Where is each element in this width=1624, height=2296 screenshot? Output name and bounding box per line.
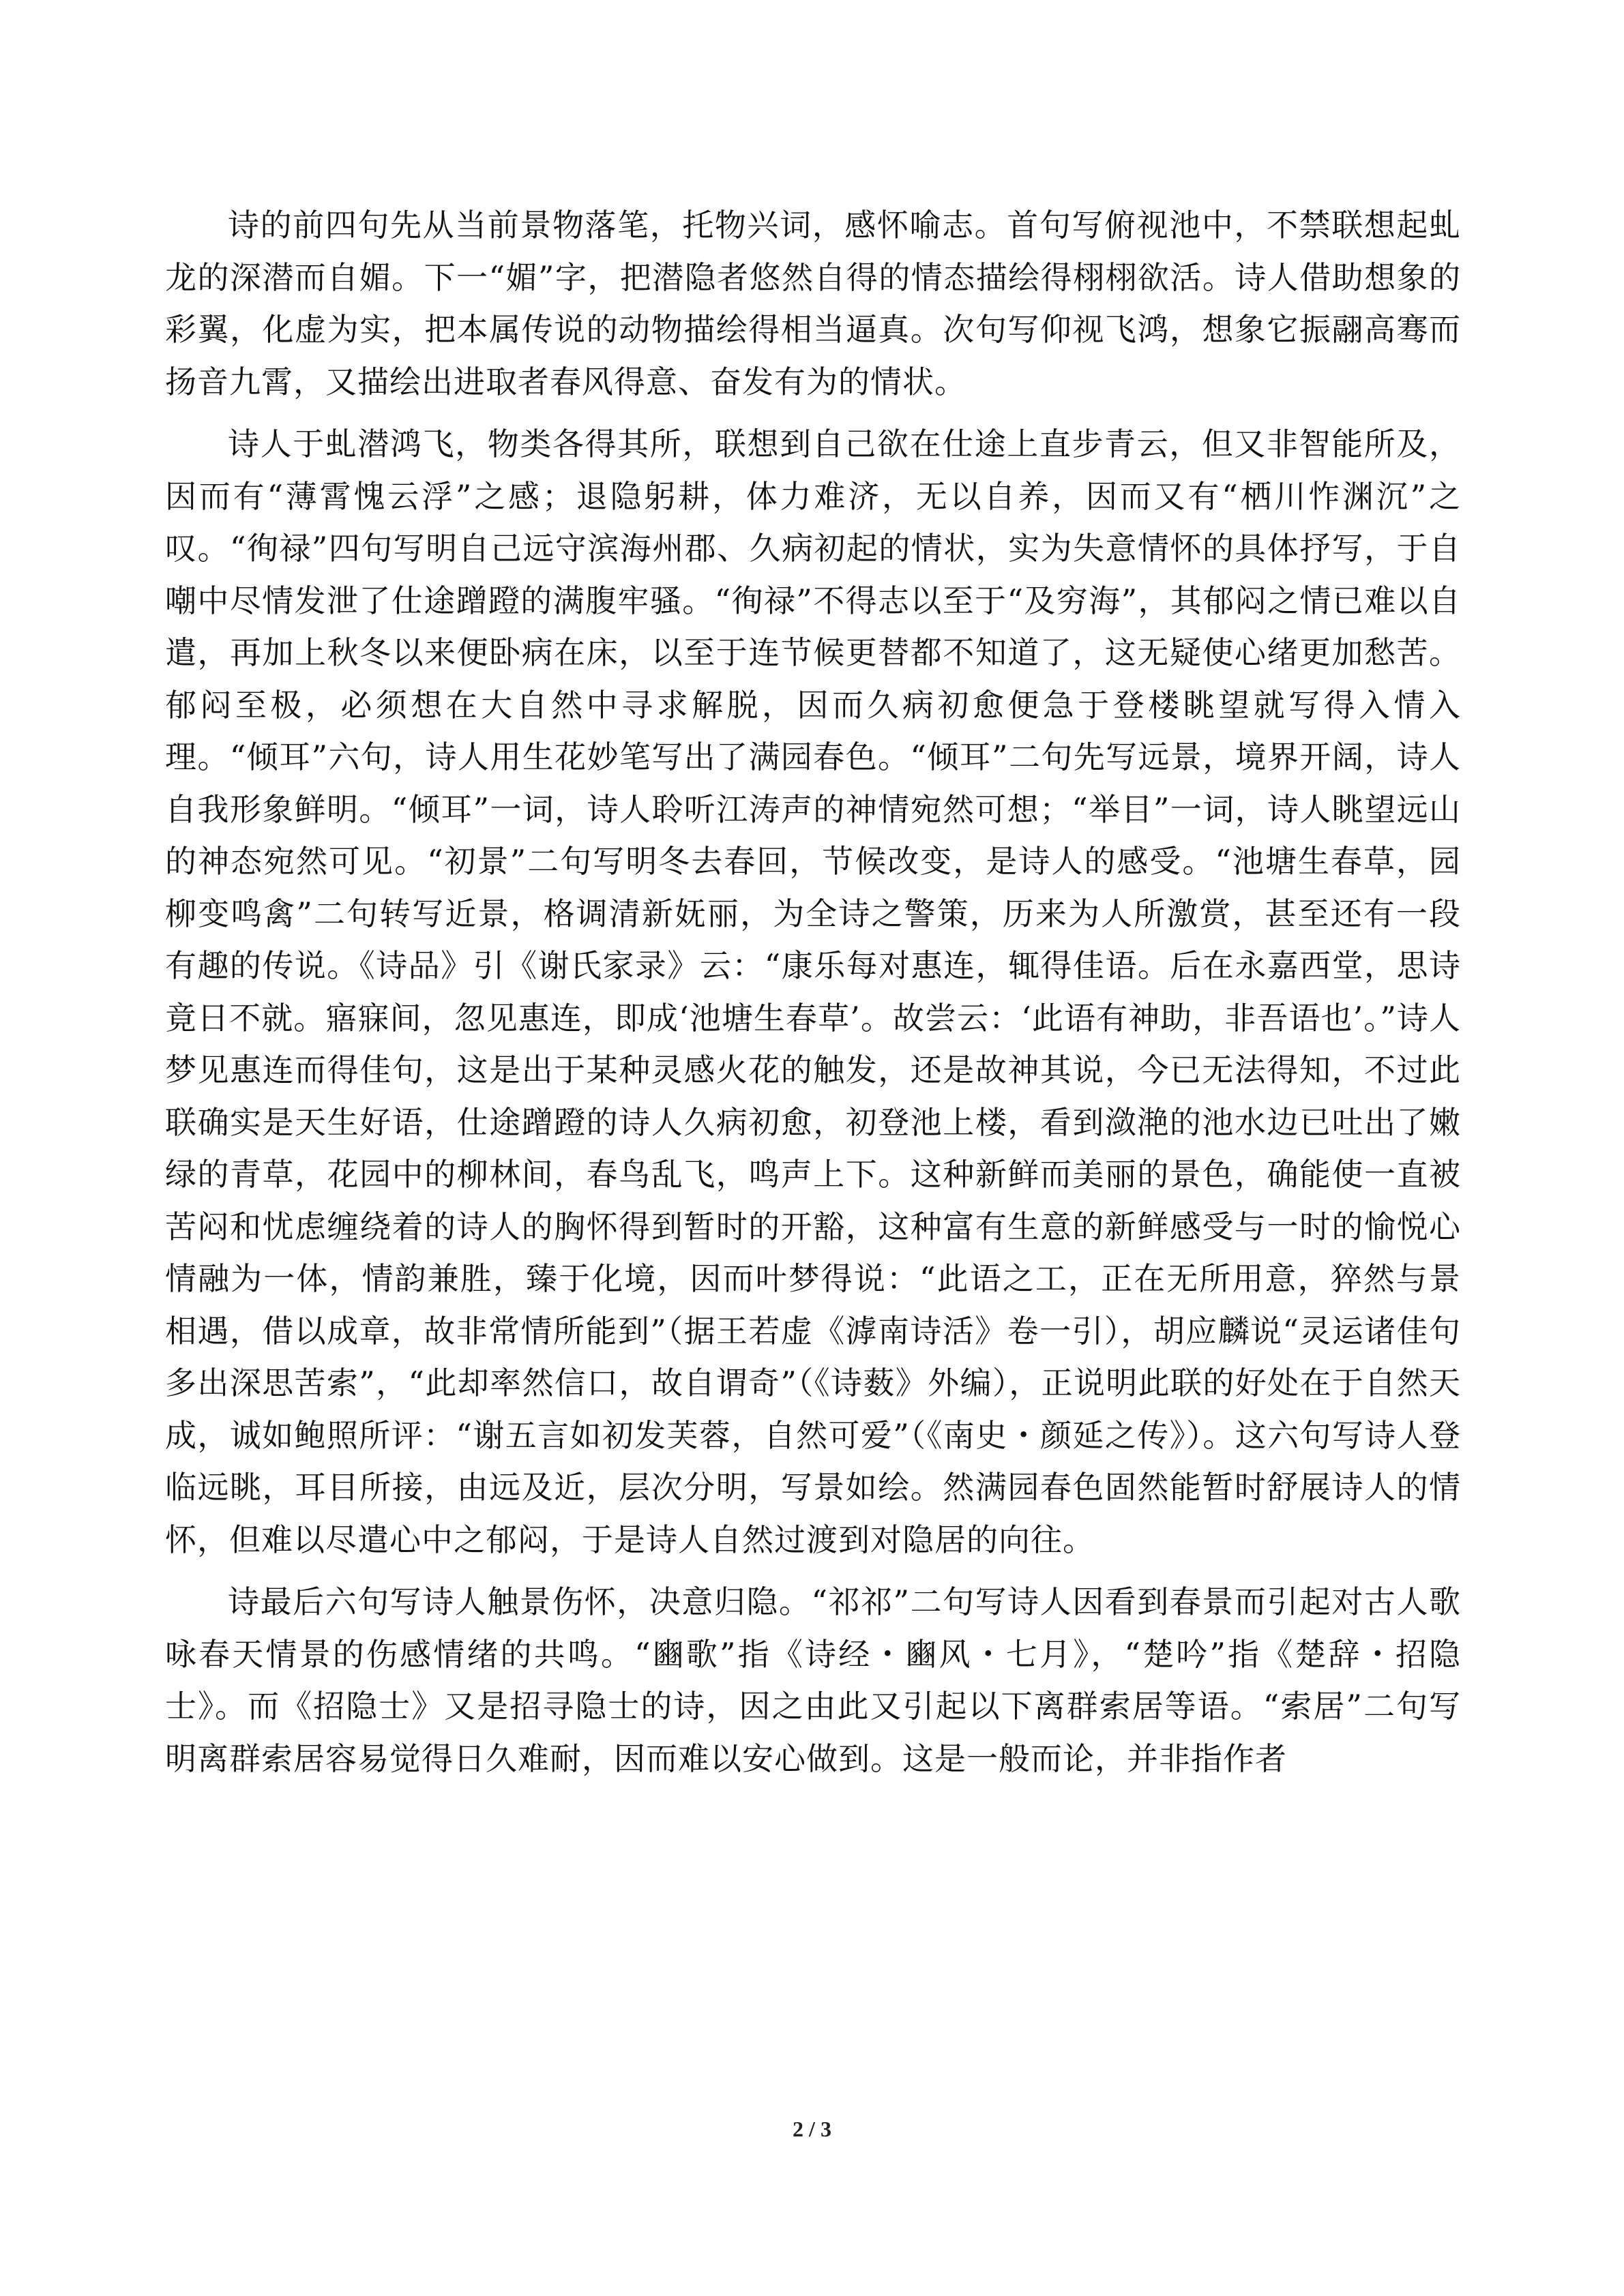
page-number: 2 / 3 bbox=[793, 2117, 831, 2141]
paragraph-1: 诗的前四句先从当前景物落笔，托物兴词，感怀喻志。首句写俯视池中，不禁联想起虬龙的深潜而自媚。下一“媚”字，把潜隐者悠然自得的情态描绘得栩栩欲活。诗人借助想象的彩翼，化虚为实，把本属传说的动物描绘得相当逼真。次句写仰视飞鸿，想象它振翮高骞而扬音九霄，又描绘出进取者春风得意、奋发有为的情状。 bbox=[165, 207, 1461, 400]
paragraph-2: 诗人于虬潜鸿飞，物类各得其所，联想到自己欲在仕途上直步青云，但又非智能所及，因而有“薄霄愧云浮”之感；退隐躬耕，体力难济，无以自养，因而又有“栖川怍渊沉”之叹。“徇禄”四句写明自己远守滨海州郡、久病初起的情状，实为失意情怀的具体抒写，于自嘲中尽情发泄了仕途蹭蹬的满腹牢骚。“徇禄”不得志以至于“及穷海”，其郁闷之情已难以自遣，再加上秋冬以来便卧病在床，以至于连节候更替都不知道了，这无疑使心绪更加愁苦。郁闷至极，必须想在大自然中寻求解脱，因而久病初愈便急于登楼眺望就写得入情入理。“倾耳”六句，诗人用生花妙笔写出了满园春色。“倾耳”二句先写远景，境界开阔，诗人自我形象鲜明。“倾耳”一词，诗人聆听江涛声的神情宛然可想；“举目”一词，诗人眺望远山的神态宛然可见。“初景”二句写明冬去春回，节候改变，是诗人的感受。“池塘生春草，园柳变鸣禽”二句转写近景，格调清新妩丽，为全诗之警策，历来为人所激赏，甚至还有一段有趣的传说。《诗品》引《谢氏家录》云：“康乐每对惠连，辄得佳语。后在永嘉西堂，思诗竟日不就。寤寐间，忽见惠连，即成‘池塘生春草’。故尝云：‘此语有神助，非吾语也’。”诗人梦见惠连而得佳句，这是出于某种灵感火花的触发，还是故神其说，今已无法得知，不过此联确实是天生好语，仕途蹭蹬的诗人久病初愈，初登池上楼，看到潋滟的池水边已吐出了嫩绿的青草，花园中的柳林间，春鸟乱飞，鸣声上下。这种新鲜而美丽的景色，确能使一直被苦闷和忧虑缠绕着的诗人的胸怀得到暂时的开豁，这种富有生意的新鲜感受与一时的愉悦心情融为一体，情韵兼胜，臻于化境，因而叶梦得说：“此语之工，正在无所用意，猝然与景相遇，借以成章，故非常情所能到”（据王若虚《滹南诗活》卷一引），胡应麟说“灵运诸佳句多出深思苦索”，“此却率然信口，故自谓奇”（《诗薮》外编），正说明此联的好处在于自然天成，诚如鲍照所评：“谢五言如初发芙蓉，自然可爱”（《南史・颜延之传》）。这六句写诗人登临远眺，耳目所接，由远及近，层次分明，写景如绘。然满园春色固然能暂时舒展诗人的情怀，但难以尽遣心中之郁闷，于是诗人自然过渡到对隐居的向往。 bbox=[165, 426, 1461, 1558]
body-text bbox=[165, 199, 1461, 1795]
paragraph-3: 诗最后六句写诗人触景伤怀，决意归隐。“祁祁”二句写诗人因看到春景而引起对古人歌咏春天情景的伤感情绪的共鸣。“豳歌”指《诗经・豳风・七月》，“楚吟”指《楚辞・招隐士》。而《招隐士》又是招寻隐士的诗，因之由此又引起以下离群索居等语。“索居”二句写明离群索居容易觉得日久难耐，因而难以安心做到。这是一般而论，并非指作者 bbox=[165, 1583, 1461, 1777]
